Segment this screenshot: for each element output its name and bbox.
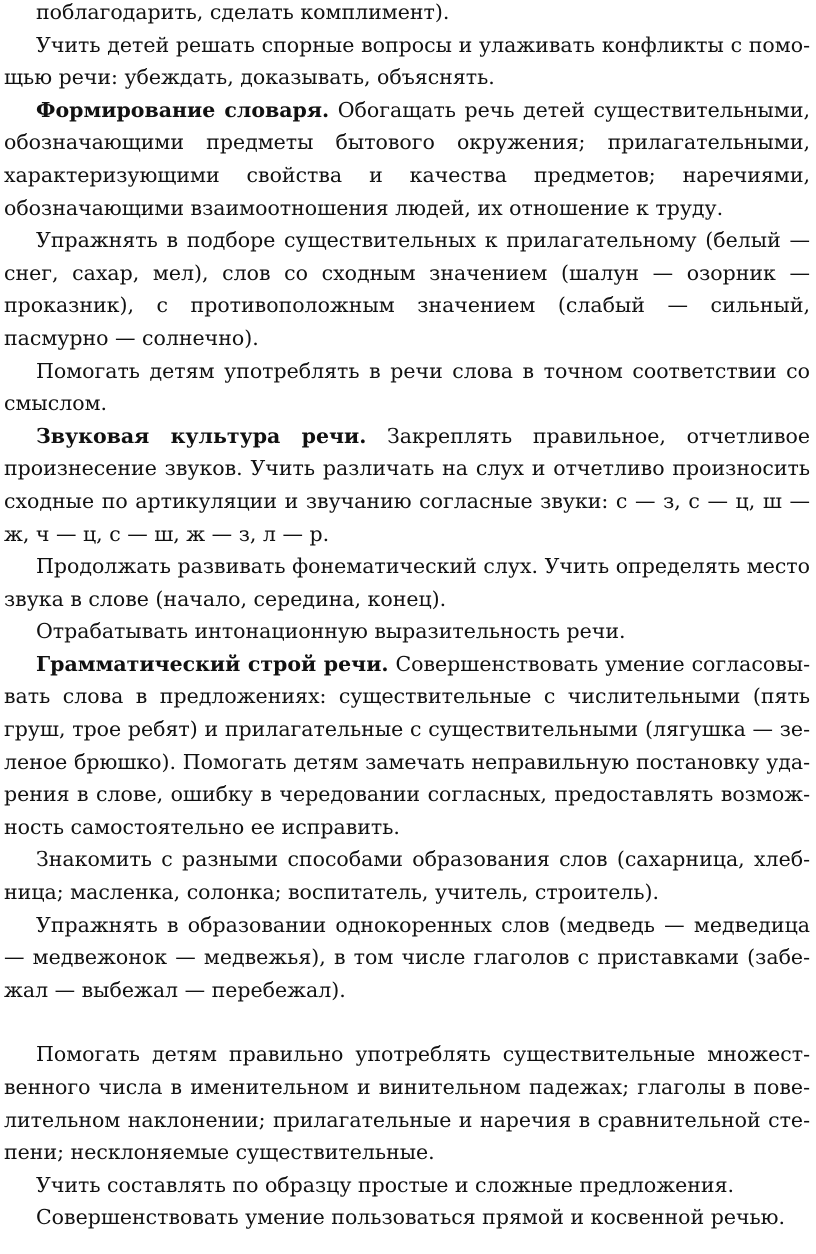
paragraph-vocabulary [4,94,810,224]
paragraph-text: Совершенствовать умение согласовывать слова в предложениях: существительные с числительными (пять груш, трое ребят) и прилагательные с существительными (лягушка — зеленое брюшко). Помогать детям замечать неправильную постановку ударения в слове, ошибку в чередовании согласных, предоставлять возможность самостоятельно ее исправить. [4,651,810,839]
paragraph-11 [4,909,810,1007]
paragraph-text: Учить детей решать спорные вопросы и улаживать конфликты с помощью речи: убеждать, доказывать, объяснять. [4,32,810,90]
paragraph-text: Продолжать развивать фонематический слух. Учить определять место звука в слове (начало, середина, конец). [4,554,810,611]
section-heading-vocabulary: Формирование словаря. [36,97,330,122]
paragraph-text: Упражнять в образовании однокоренных слов (медведь — медведица — медвежонок — медвежья), в том числе глаголов с приставками (забежал — выбежал — перебежал). [4,912,810,1002]
section-heading-sound-culture: Звуковая культура речи. [36,423,367,448]
paragraph-text: Обогащать речь детей существительными, обозначающими предметы бытового окружения; прилагательными, характеризующими свойства и качества предметов; наречиями, обозначающими взаимоотношения людей, их отношение к труду. [4,97,810,220]
paragraph-text: Закреплять правильное, отчетливое произнесение звуков. Учить различать на слух и отчетливо произносить сходные по артикуляции и звучанию согласные звуки: с — з, с — ц, ш — ж, ч — ц, с — ш, ж — з, л — р. [4,423,810,546]
paragraph-text: Совершенствовать умение пользоваться прямой и косвенной речью. [36,1205,786,1230]
paragraph-2 [4,29,810,94]
paragraph-5 [4,355,810,420]
paragraph-1 [4,0,810,29]
paragraph-text: Знакомить с разными способами образования слов (сахарница, хлебница; масленка, солонка; воспитатель, учитель, строитель). [4,847,810,905]
paragraph-text: Упражнять в подборе существительных к прилагательному (белый — снег, сахар, мел), слов со сходным значением (шалун — озорник — проказник), с противоположным значением (слабый — сильный, пасмурно — солнечно). [4,228,810,350]
paragraph-text: Отрабатывать интонационную выразительность речи. [36,619,626,644]
paragraph-4 [4,224,810,354]
paragraph-14 [4,1201,810,1234]
paragraph-8 [4,615,810,648]
section-heading-grammar: Грамматический строй речи. [36,651,389,676]
paragraph-text: Учить составлять по образцу простые и сложные предложения. [36,1172,735,1197]
paragraph-grammar [4,648,810,844]
paragraph-text: Помогать детям употреблять в речи слова в точном соответствии со смыслом. [4,358,810,416]
paragraph-sound-culture [4,420,810,550]
paragraph-7 [4,550,810,615]
paragraph-12 [4,1038,810,1168]
paragraph-10 [4,843,810,908]
paragraph-13 [4,1169,810,1202]
paragraph-text: Помогать детям правильно употреблять существительные множественного числа в именительном и винительном падежах; глаголы в повелительном наклонении; прилагательные и наречия в сравнительной степени; несклоняемые существительные. [4,1042,810,1165]
paragraph-text: поблагодарить, сделать комплимент). [36,0,450,24]
